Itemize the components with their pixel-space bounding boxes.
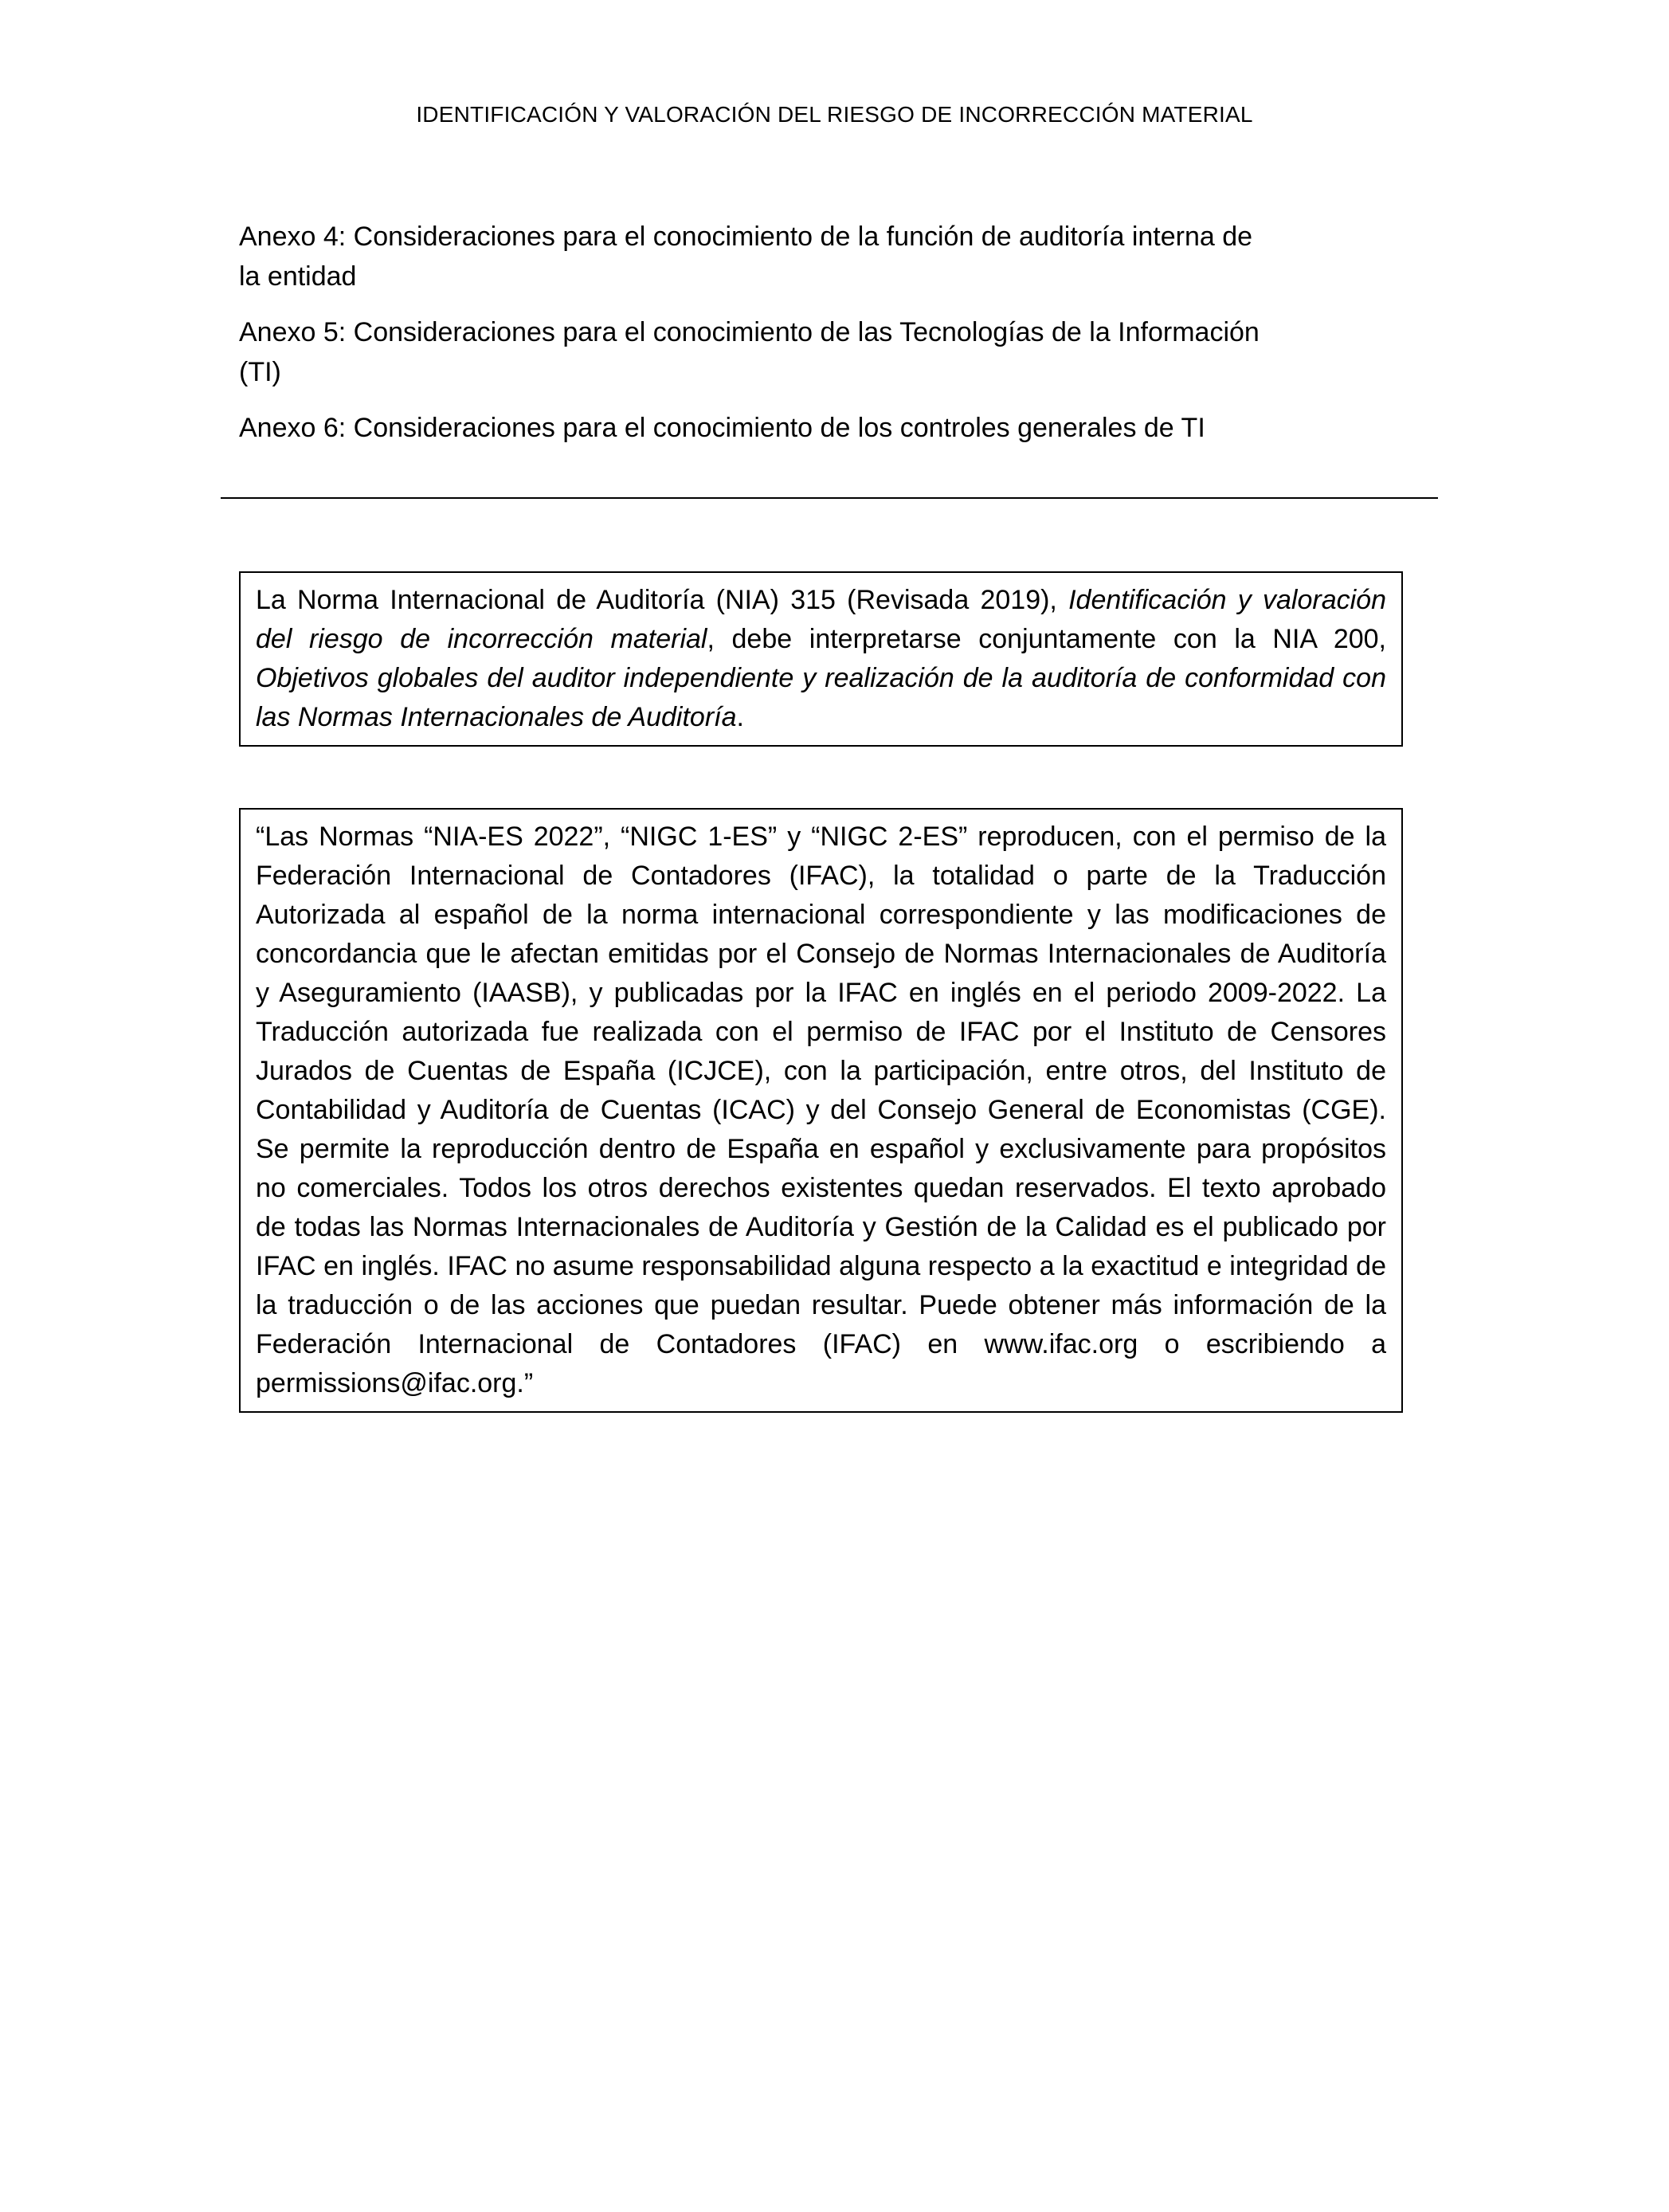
running-header: IDENTIFICACIÓN Y VALORACIÓN DEL RIESGO DE INCORRECCIÓN MATERIAL — [416, 102, 1253, 127]
nia-notice-text-3: . — [736, 702, 744, 732]
copyright-notice-box — [239, 808, 1403, 1413]
copyright-notice-text: “Las Normas “NIA-ES 2022”, “NIGC 1-ES” y “NIGC 2-ES” reproducen, con el permiso de la Federación Internacional de Contadores (IFAC), la totalidad o parte de la Traducción Autorizada al español de la norma internacional correspondiente y las modificaciones de concordancia que le afectan emitidas por el Consejo de Normas Internacionales de Auditoría y Aseguramiento (IAASB), y publicadas por la IFAC en inglés en el periodo 2009-2022. La Traducción autorizada fue realizada con el permiso de IFAC por el Instituto de Censores Jurados de Cuentas de España (ICJCE), con la participación, entre otros, del Instituto de Contabilidad y Auditoría de Cuentas (ICAC) y del Consejo General de Economistas (CGE). Se permite la reproducción dentro de España en español y exclusivamente para propósitos no comerciales. Todos los otros derechos existentes quedan reservados. El texto aprobado de todas las Normas Internacionales de Auditoría y Gestión de la Calidad es el publicado por IFAC en inglés. IFAC no asume responsabilidad alguna respecto a la exactitud e integridad de la traducción o de las acciones que puedan resultar. Puede obtener más información de la Federación Internacional de Contadores (IFAC) en www.ifac.org o escribiendo a permissions@ifac.org.” — [256, 822, 1386, 1398]
nia-notice-text-2: , debe interpretarse conjuntamente con la NIA 200, — [707, 624, 1386, 654]
nia-notice-text-1: La Norma Internacional de Auditoría (NIA) 315 (Revisada 2019), — [256, 585, 1069, 615]
annex-item-5: Anexo 5: Consideraciones para el conocimiento de las Tecnologías de la Información (TI) — [239, 317, 1260, 387]
nia-notice-box — [239, 571, 1403, 747]
annex-item-4: Anexo 4: Consideraciones para el conocimiento de la función de auditoría interna de la entidad — [239, 222, 1253, 292]
nia-315-title: Identificación y valoración del riesgo de incorrección material — [256, 585, 1386, 654]
nia-200-title: Objetivos globales del auditor independiente y realización de la auditoría de conformidad con las Normas Internacionales de Auditoría — [256, 663, 1386, 732]
section-divider — [221, 497, 1438, 499]
annex-item-6: Anexo 6: Consideraciones para el conocimiento de los controles generales de TI — [239, 413, 1205, 443]
annex-list — [239, 217, 1275, 464]
